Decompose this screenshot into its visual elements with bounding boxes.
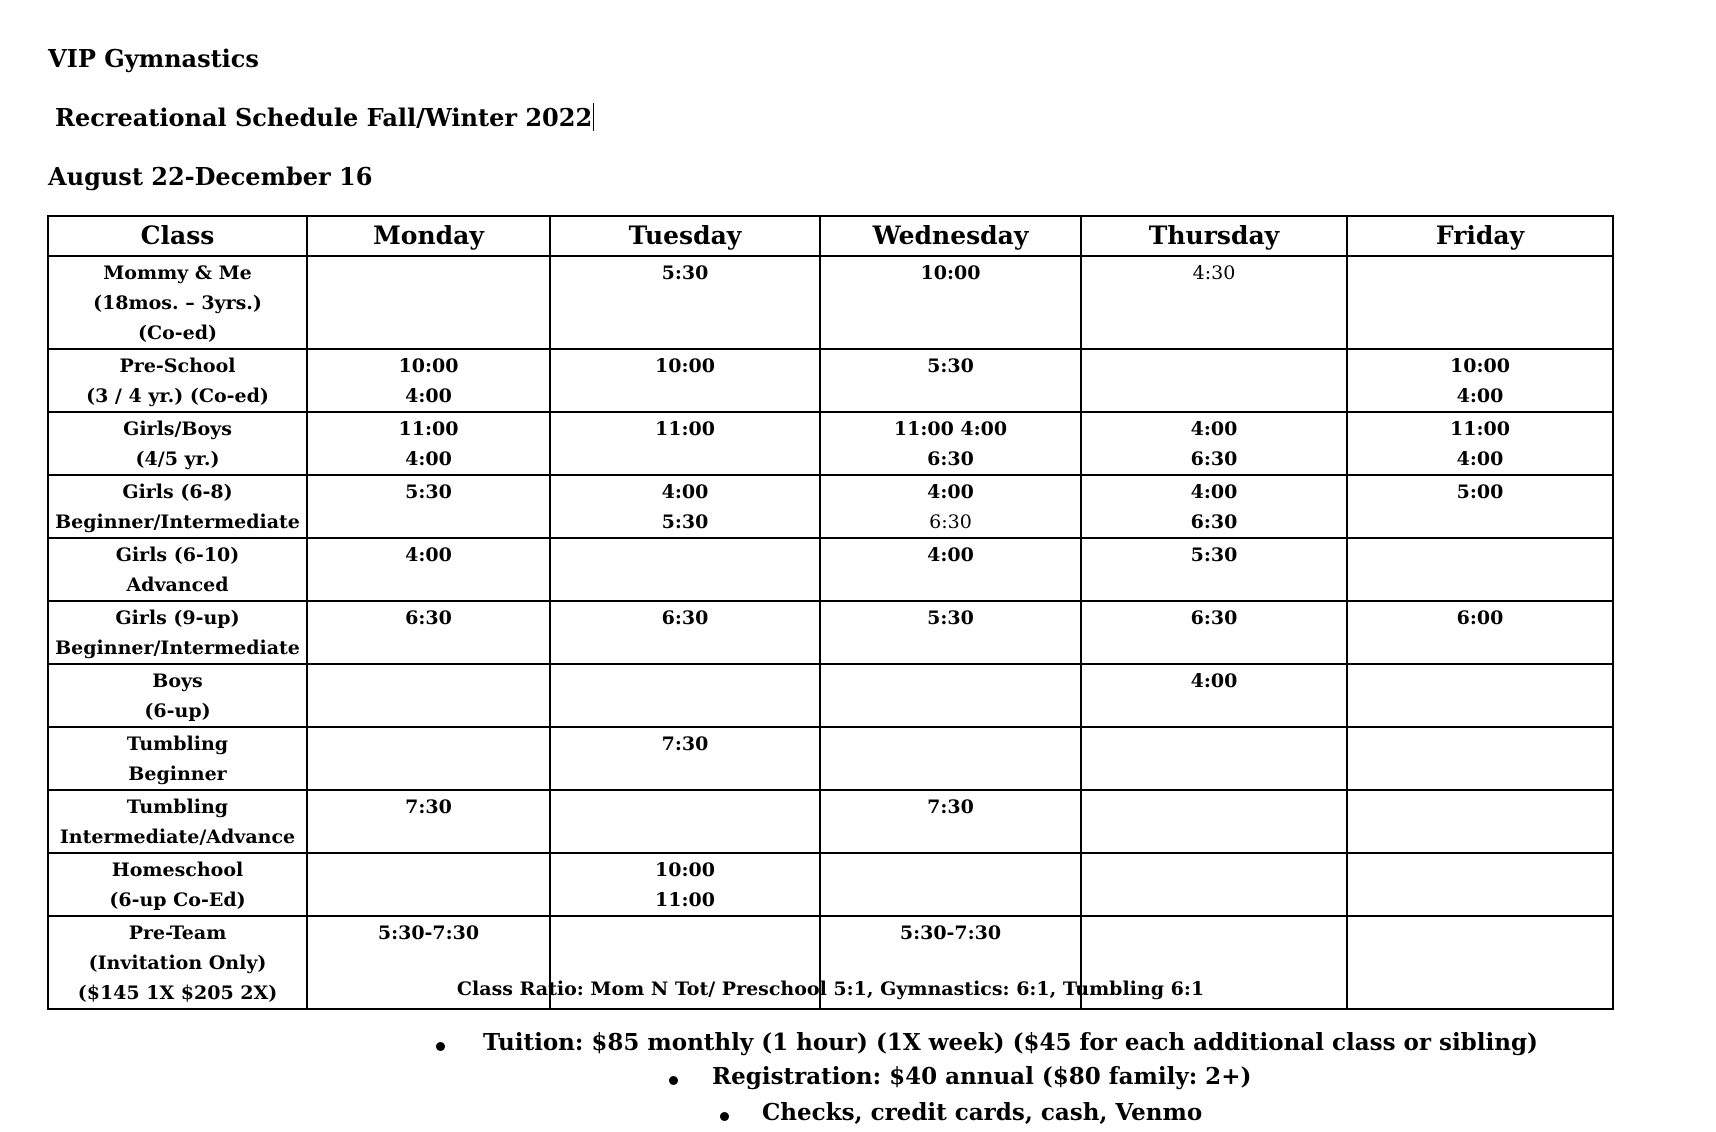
time-slot: 5:30 bbox=[927, 607, 974, 629]
time-slot: 6:30 bbox=[661, 607, 709, 629]
table-header-row bbox=[48, 216, 1613, 256]
time-cell-monday bbox=[307, 256, 550, 349]
header-tuesday: Tuesday bbox=[550, 216, 820, 256]
class-name-line: (Co-ed) bbox=[137, 322, 218, 344]
time-cell-wednesday bbox=[820, 664, 1081, 727]
time-cell-thursday bbox=[1081, 475, 1347, 538]
time-cell-thursday bbox=[1081, 256, 1347, 349]
schedule-body bbox=[48, 256, 1613, 1009]
time-slot: 6:30 bbox=[927, 448, 974, 470]
class-name-line: Tumbling bbox=[126, 733, 229, 755]
class-name-line: Pre-School bbox=[119, 355, 236, 377]
time-slot: 11:00 bbox=[398, 418, 459, 440]
bullet-text: Registration: $40 annual ($80 family: 2+) bbox=[712, 1063, 1252, 1090]
schedule-subtitle-text: Recreational Schedule Fall/Winter 2022 bbox=[55, 103, 593, 132]
time-slot: 5:30 bbox=[661, 511, 709, 533]
time-cell-thursday bbox=[1081, 727, 1347, 790]
header-thursday: Thursday bbox=[1081, 216, 1347, 256]
class-name-line: (6-up Co-Ed) bbox=[109, 889, 246, 911]
class-name-cell bbox=[48, 349, 307, 412]
time-slot: 7:30 bbox=[405, 796, 452, 818]
class-name-line: (3 / 4 yr.) (Co-ed) bbox=[86, 385, 269, 407]
class-name-line: Intermediate/Advance bbox=[59, 826, 296, 848]
class-name-cell bbox=[48, 727, 307, 790]
time-cell-tuesday bbox=[550, 664, 820, 727]
time-cell-friday bbox=[1347, 727, 1613, 790]
class-name-cell bbox=[48, 412, 307, 475]
time-cell-friday bbox=[1347, 349, 1613, 412]
class-name-line: Girls (6-8) bbox=[122, 481, 233, 503]
table-row bbox=[48, 349, 1613, 412]
header-wednesday: Wednesday bbox=[820, 216, 1081, 256]
table-row bbox=[48, 412, 1613, 475]
time-cell-monday bbox=[307, 790, 550, 853]
class-name-line: Boys bbox=[152, 670, 203, 692]
class-name-cell bbox=[48, 538, 307, 601]
time-cell-friday bbox=[1347, 256, 1613, 349]
bullet-icon bbox=[669, 1076, 678, 1085]
time-cell-friday bbox=[1347, 853, 1613, 916]
time-cell-thursday bbox=[1081, 538, 1347, 601]
time-slot: 10:00 bbox=[1450, 355, 1510, 377]
time-cell-wednesday bbox=[820, 256, 1081, 349]
table-row bbox=[48, 256, 1613, 349]
time-slot: 7:30 bbox=[927, 796, 974, 818]
class-name-cell bbox=[48, 256, 307, 349]
time-cell-thursday bbox=[1081, 601, 1347, 664]
time-cell-tuesday bbox=[550, 538, 820, 601]
time-cell-tuesday bbox=[550, 601, 820, 664]
class-name-line: Girls (9-up) bbox=[115, 607, 240, 629]
time-slot: 6:30 bbox=[1190, 607, 1238, 629]
class-name-line: Tumbling bbox=[126, 796, 229, 818]
class-name-line: Beginner bbox=[128, 763, 227, 785]
org-name: VIP Gymnastics bbox=[48, 44, 259, 73]
header-friday: Friday bbox=[1347, 216, 1613, 256]
class-name-line: Girls (6-10) bbox=[115, 544, 240, 566]
date-range: August 22-December 16 bbox=[48, 162, 373, 191]
time-cell-tuesday bbox=[550, 475, 820, 538]
class-name-line: Pre-Team bbox=[128, 922, 227, 944]
bullet-icon bbox=[720, 1112, 729, 1121]
time-slot: 4:00 bbox=[927, 481, 974, 503]
time-cell-wednesday bbox=[820, 727, 1081, 790]
time-cell-monday bbox=[307, 475, 550, 538]
time-cell-tuesday bbox=[550, 349, 820, 412]
time-slot: 6:00 bbox=[1456, 607, 1504, 629]
time-slot: 5:30-7:30 bbox=[899, 922, 1002, 944]
time-cell-wednesday bbox=[820, 349, 1081, 412]
class-name-line: (6-up) bbox=[144, 700, 211, 722]
time-slot: 5:30 bbox=[405, 481, 452, 503]
bullet-icon bbox=[436, 1042, 445, 1051]
time-slot: 10:00 bbox=[398, 355, 459, 377]
class-name-cell bbox=[48, 790, 307, 853]
time-cell-friday bbox=[1347, 790, 1613, 853]
time-slot: 11:00 bbox=[655, 418, 715, 440]
class-name-line: Beginner/Intermediate bbox=[55, 637, 300, 659]
class-name-line: (18mos. – 3yrs.) bbox=[93, 292, 262, 314]
time-slot: 4:30 bbox=[1192, 262, 1236, 284]
time-cell-monday bbox=[307, 412, 550, 475]
time-cell-friday bbox=[1347, 475, 1613, 538]
time-slot: 7:30 bbox=[661, 733, 709, 755]
table-row bbox=[48, 538, 1613, 601]
time-slot: 4:00 bbox=[405, 544, 452, 566]
time-slot: 6:30 bbox=[1190, 511, 1238, 533]
time-cell-tuesday bbox=[550, 412, 820, 475]
time-slot: 4:00 bbox=[1456, 448, 1504, 470]
time-cell-monday bbox=[307, 853, 550, 916]
time-cell-monday bbox=[307, 349, 550, 412]
time-cell-friday bbox=[1347, 664, 1613, 727]
table-row bbox=[48, 727, 1613, 790]
time-slot: 5:30-7:30 bbox=[377, 922, 480, 944]
table-row bbox=[48, 853, 1613, 916]
time-cell-friday bbox=[1347, 538, 1613, 601]
bullet-item-registration bbox=[669, 1063, 1251, 1090]
time-slot: 4:00 bbox=[1190, 481, 1238, 503]
time-slot: 10:00 bbox=[655, 859, 715, 881]
class-name-cell bbox=[48, 664, 307, 727]
time-slot: 4:00 bbox=[1190, 418, 1238, 440]
time-cell-wednesday bbox=[820, 853, 1081, 916]
class-name-line: Beginner/Intermediate bbox=[55, 511, 300, 533]
time-cell-tuesday bbox=[550, 256, 820, 349]
time-slot: 4:00 bbox=[405, 448, 452, 470]
time-slot: 11:00 bbox=[655, 889, 715, 911]
time-cell-wednesday bbox=[820, 538, 1081, 601]
table-row bbox=[48, 790, 1613, 853]
bullet-text: Checks, credit cards, cash, Venmo bbox=[762, 1099, 1203, 1126]
time-slot: 11:00 4:00 bbox=[893, 418, 1008, 440]
bullet-item-tuition bbox=[436, 1029, 1538, 1056]
time-cell-friday bbox=[1347, 601, 1613, 664]
time-cell-friday bbox=[1347, 412, 1613, 475]
class-name-cell bbox=[48, 601, 307, 664]
time-slot: 4:00 bbox=[1190, 670, 1238, 692]
time-cell-thursday bbox=[1081, 664, 1347, 727]
time-cell-thursday bbox=[1081, 349, 1347, 412]
time-cell-monday bbox=[307, 538, 550, 601]
time-slot: 4:00 bbox=[1456, 385, 1504, 407]
table-row bbox=[48, 475, 1613, 538]
table-row bbox=[48, 601, 1613, 664]
class-ratio-note: Class Ratio: Mom N Tot/ Preschool 5:1, Gymnastics: 6:1, Tumbling 6:1 bbox=[456, 978, 1205, 1000]
class-name-line: (4/5 yr.) bbox=[135, 448, 220, 470]
table-row bbox=[48, 664, 1613, 727]
time-cell-thursday bbox=[1081, 412, 1347, 475]
time-slot: 4:00 bbox=[927, 544, 974, 566]
time-slot: 5:30 bbox=[661, 262, 709, 284]
header-class: Class bbox=[48, 216, 307, 256]
class-name-line: ($145 1X $205 2X) bbox=[77, 982, 278, 1004]
time-cell-monday bbox=[307, 727, 550, 790]
time-cell-tuesday bbox=[550, 853, 820, 916]
time-cell-thursday bbox=[1081, 853, 1347, 916]
text-cursor bbox=[593, 103, 594, 131]
time-slot: 10:00 bbox=[920, 262, 981, 284]
time-cell-monday bbox=[307, 601, 550, 664]
time-slot: 6:30 bbox=[1190, 448, 1238, 470]
time-slot: 10:00 bbox=[655, 355, 715, 377]
time-slot: 6:30 bbox=[405, 607, 452, 629]
class-name-line: Girls/Boys bbox=[123, 418, 232, 440]
time-slot: 4:00 bbox=[405, 385, 452, 407]
schedule-subtitle bbox=[55, 103, 594, 132]
time-slot: 11:00 bbox=[1450, 418, 1510, 440]
time-slot: 5:00 bbox=[1456, 481, 1504, 503]
class-name-line: (Invitation Only) bbox=[88, 952, 267, 974]
time-cell-tuesday bbox=[550, 727, 820, 790]
time-slot: 6:30 bbox=[929, 511, 972, 533]
schedule-table bbox=[47, 215, 1614, 1010]
time-cell-wednesday bbox=[820, 412, 1081, 475]
time-cell-wednesday bbox=[820, 475, 1081, 538]
class-name-line: Advanced bbox=[126, 574, 229, 596]
time-slot: 5:30 bbox=[927, 355, 974, 377]
class-name-line: Mommy & Me bbox=[103, 262, 252, 284]
time-cell-wednesday bbox=[820, 601, 1081, 664]
time-cell-tuesday bbox=[550, 790, 820, 853]
time-slot: 5:30 bbox=[1190, 544, 1238, 566]
bullet-text: Tuition: $85 monthly (1 hour) (1X week) ($45 for each additional class or sibling) bbox=[483, 1029, 1538, 1056]
time-cell-wednesday bbox=[820, 790, 1081, 853]
bullet-item-payment bbox=[720, 1099, 1202, 1126]
class-name-line: Homeschool bbox=[111, 859, 244, 881]
time-cell-thursday bbox=[1081, 790, 1347, 853]
time-slot: 4:00 bbox=[661, 481, 709, 503]
class-name-cell bbox=[48, 853, 307, 916]
header-monday: Monday bbox=[307, 216, 550, 256]
time-cell-monday bbox=[307, 664, 550, 727]
class-name-cell bbox=[48, 475, 307, 538]
